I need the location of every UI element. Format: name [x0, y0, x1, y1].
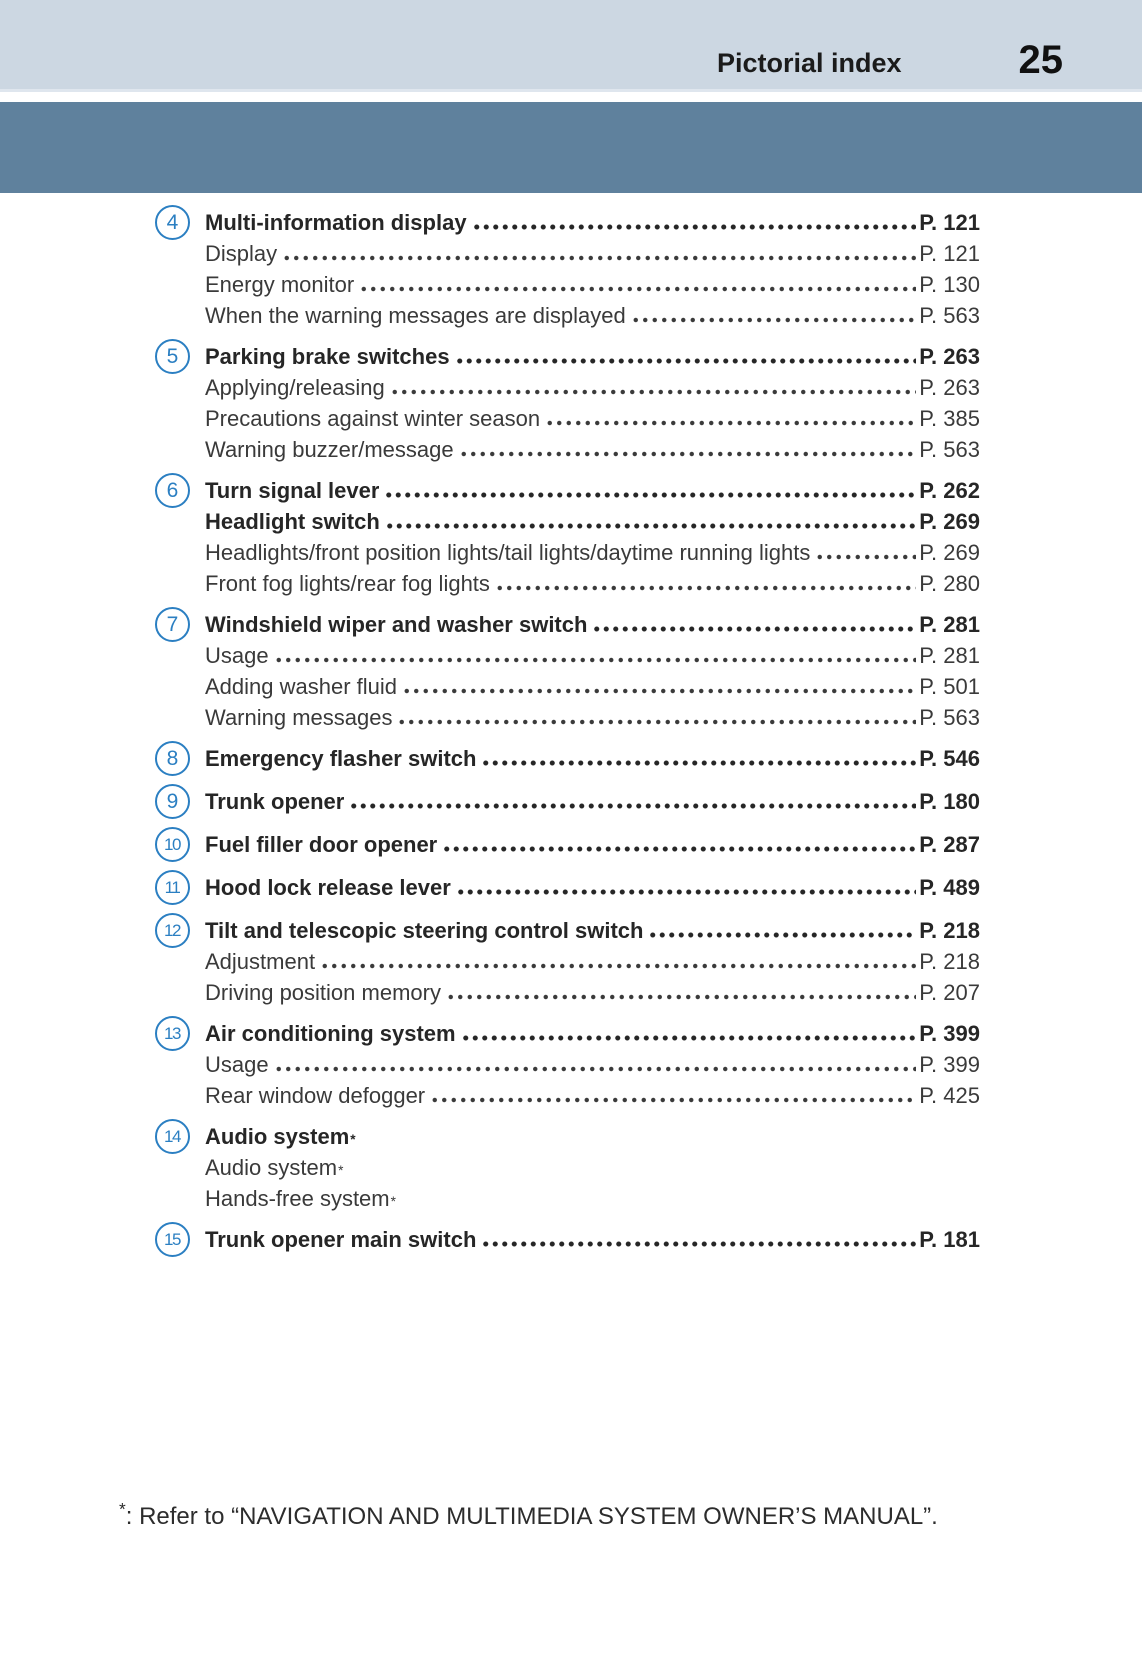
toc-sub-row	[205, 403, 980, 434]
page-header	[0, 0, 1142, 92]
entry-rows	[205, 341, 980, 465]
dot-leader	[815, 554, 916, 560]
dot-leader	[274, 1066, 917, 1072]
item-number-badge: 8	[155, 741, 190, 776]
row-label: Emergency flasher switch	[205, 746, 477, 771]
row-label: Air conditioning system	[205, 1021, 456, 1046]
dot-leader	[648, 932, 916, 938]
page-reference: P. 563	[919, 303, 980, 328]
item-number-badge: 9	[155, 784, 190, 819]
entry-rows	[205, 207, 980, 331]
badge-column	[155, 1018, 205, 1111]
page-reference: P. 399	[919, 1021, 980, 1046]
page-reference: P. 425	[919, 1083, 980, 1108]
row-label: Adding washer fluid	[205, 674, 398, 699]
section-title: Pictorial index	[716, 48, 902, 78]
toc-sub-row	[205, 568, 980, 599]
toc-entry	[155, 207, 980, 331]
header-divider	[0, 92, 1142, 102]
toc-sub-row	[205, 238, 980, 269]
page-reference: P. 121	[919, 241, 980, 266]
badge-column	[155, 829, 205, 862]
page-reference: P. 218	[919, 918, 980, 943]
page-reference: P. 399	[919, 1052, 980, 1077]
dot-leader	[459, 451, 917, 457]
dot-leader	[384, 492, 916, 498]
badge-column	[155, 915, 205, 1008]
row-label: Headlight switch	[205, 509, 380, 534]
badge-column	[155, 872, 205, 905]
item-number-badge: 13	[155, 1016, 190, 1051]
toc-title-row	[205, 506, 980, 537]
row-label: Display	[205, 241, 278, 266]
entry-rows	[205, 786, 980, 819]
toc-sub-row: Hands-free system *	[205, 1183, 980, 1214]
row-label: Headlights/front position lights/tail lights/daytime running lights	[205, 540, 811, 565]
badge-column	[155, 786, 205, 819]
page-reference: P. 563	[919, 437, 980, 462]
badge-column	[155, 207, 205, 331]
row-label: Rear window defogger	[205, 1083, 426, 1108]
toc-title-row	[205, 207, 980, 238]
toc-sub-row: Audio system *	[205, 1152, 980, 1183]
row-label: Fuel filler door opener	[205, 832, 438, 857]
page-reference: P. 281	[919, 643, 980, 668]
row-label: Turn signal lever	[205, 478, 380, 503]
dot-leader	[592, 626, 916, 632]
item-number-badge: 12	[155, 913, 190, 948]
row-label: Parking brake switches	[205, 344, 450, 369]
page-reference: P. 501	[919, 674, 980, 699]
page-reference: P. 489	[919, 875, 980, 900]
page-reference: P. 563	[919, 705, 980, 730]
toc-title-row	[205, 609, 980, 640]
item-number-badge: 15	[155, 1222, 190, 1257]
toc-sub-row	[205, 372, 980, 403]
badge-column	[155, 341, 205, 465]
row-label: Usage	[205, 643, 269, 668]
page-reference: P. 181	[919, 1227, 980, 1252]
dot-leader	[430, 1097, 916, 1103]
toc-sub-row	[205, 1049, 980, 1080]
toc-entry	[155, 829, 980, 862]
page-reference: P. 385	[919, 406, 980, 431]
dot-leader	[545, 420, 916, 426]
toc-title-row	[205, 829, 980, 860]
toc-entry	[155, 1224, 980, 1257]
dot-leader	[456, 889, 916, 895]
entry-rows	[205, 743, 980, 776]
entry-rows	[205, 609, 980, 733]
page-reference: P. 546	[919, 746, 980, 771]
page-reference: P. 180	[919, 789, 980, 814]
row-label: Warning messages	[205, 705, 393, 730]
row-label: Warning buzzer/message	[205, 437, 454, 462]
entry-rows	[205, 872, 980, 905]
item-number-badge: 14	[155, 1119, 190, 1154]
row-label: Multi-information display	[205, 210, 467, 235]
page-reference: P. 263	[919, 375, 980, 400]
toc-title-row	[205, 915, 980, 946]
dot-leader	[320, 963, 916, 969]
dot-leader	[385, 523, 916, 529]
page-reference: P. 218	[919, 949, 980, 974]
dot-leader	[631, 317, 917, 323]
toc-entry	[155, 1018, 980, 1111]
page-reference: P. 269	[919, 509, 980, 534]
row-label: Usage	[205, 1052, 269, 1077]
page-reference: P. 263	[919, 344, 980, 369]
toc-entry	[155, 609, 980, 733]
toc-title-row	[205, 743, 980, 774]
badge-column	[155, 1121, 205, 1214]
row-label: Adjustment	[205, 949, 316, 974]
item-number-badge: 4	[155, 205, 190, 240]
row-label: Trunk opener	[205, 789, 345, 814]
row-label: Applying/releasing	[205, 375, 385, 400]
row-label: Audio system	[205, 1155, 338, 1180]
page-reference: P. 281	[919, 612, 980, 637]
row-label: Precautions against winter season	[205, 406, 541, 431]
toc-sub-row	[205, 977, 980, 1008]
page-reference: P. 287	[919, 832, 980, 857]
row-label: Front fog lights/rear fog lights	[205, 571, 490, 596]
dot-leader	[481, 1241, 916, 1247]
toc-title-row	[205, 341, 980, 372]
page-reference: P. 121	[919, 210, 980, 235]
dot-leader	[455, 358, 917, 364]
dot-leader	[461, 1035, 917, 1041]
dot-leader	[359, 286, 916, 292]
toc-title-row	[205, 786, 980, 817]
badge-column	[155, 1224, 205, 1257]
toc-entry	[155, 475, 980, 599]
toc-title-row	[205, 475, 980, 506]
dot-leader	[442, 846, 916, 852]
toc-entry	[155, 872, 980, 905]
toc-title-row: Audio system *	[205, 1121, 980, 1152]
entry-rows	[205, 915, 980, 1008]
row-label: Energy monitor	[205, 272, 355, 297]
page-reference: P. 262	[919, 478, 980, 503]
dot-leader	[402, 688, 916, 694]
page-reference: P. 130	[919, 272, 980, 297]
dot-leader	[446, 994, 916, 1000]
dot-leader	[349, 803, 916, 809]
toc-entry	[155, 743, 980, 776]
toc-entry	[155, 786, 980, 819]
toc-sub-row	[205, 537, 980, 568]
row-label: Tilt and telescopic steering control switch	[205, 918, 644, 943]
row-label: Driving position memory	[205, 980, 441, 1005]
item-number-badge: 5	[155, 339, 190, 374]
badge-column	[155, 743, 205, 776]
toc-sub-row	[205, 671, 980, 702]
dot-leader	[397, 719, 916, 725]
dot-leader	[495, 585, 916, 591]
toc-sub-row	[205, 300, 980, 331]
dot-leader	[481, 760, 916, 766]
toc-entry	[155, 915, 980, 1008]
toc-title-row	[205, 1224, 980, 1255]
item-number-badge: 10	[155, 827, 190, 862]
item-number-badge: 7	[155, 607, 190, 642]
item-number-badge: 6	[155, 473, 190, 508]
entry-rows	[205, 829, 980, 862]
footnote	[118, 1499, 1112, 1532]
page-reference: P. 269	[919, 540, 980, 565]
toc-sub-row	[205, 640, 980, 671]
row-label: Hands-free system	[205, 1186, 390, 1211]
dot-leader	[390, 389, 916, 395]
toc-sub-row	[205, 434, 980, 465]
section-color-band	[0, 102, 1142, 193]
badge-column	[155, 609, 205, 733]
entry-rows	[205, 475, 980, 599]
toc-title-row	[205, 872, 980, 903]
row-label: When the warning messages are displayed	[205, 303, 626, 328]
row-label: Trunk opener main switch	[205, 1227, 477, 1252]
toc-sub-row	[205, 1080, 980, 1111]
entry-rows	[205, 1224, 980, 1257]
toc-sub-row	[205, 269, 980, 300]
dot-leader	[282, 255, 916, 261]
page-reference: P. 280	[919, 571, 980, 596]
toc-entry	[155, 1121, 980, 1214]
pictorial-index-list	[0, 193, 1142, 1257]
toc-entry	[155, 341, 980, 465]
entry-rows	[205, 1018, 980, 1111]
entry-rows	[205, 1121, 980, 1214]
page-number: 25	[1018, 38, 1063, 83]
dot-leader	[274, 657, 917, 663]
toc-title-row	[205, 1018, 980, 1049]
footnote-text: : Refer to “NAVIGATION AND MULTIMEDIA SYSTEM OWNER’S MANUAL”.	[125, 1503, 938, 1530]
row-label: Audio system	[205, 1124, 350, 1149]
dot-leader	[472, 224, 917, 230]
row-label: Hood lock release lever	[205, 875, 451, 900]
toc-sub-row	[205, 946, 980, 977]
page-reference: P. 207	[919, 980, 980, 1005]
badge-column	[155, 475, 205, 599]
footnote-asterisk: *	[119, 1499, 126, 1519]
item-number-badge: 11	[155, 870, 190, 905]
toc-sub-row	[205, 702, 980, 733]
row-label: Windshield wiper and washer switch	[205, 612, 588, 637]
